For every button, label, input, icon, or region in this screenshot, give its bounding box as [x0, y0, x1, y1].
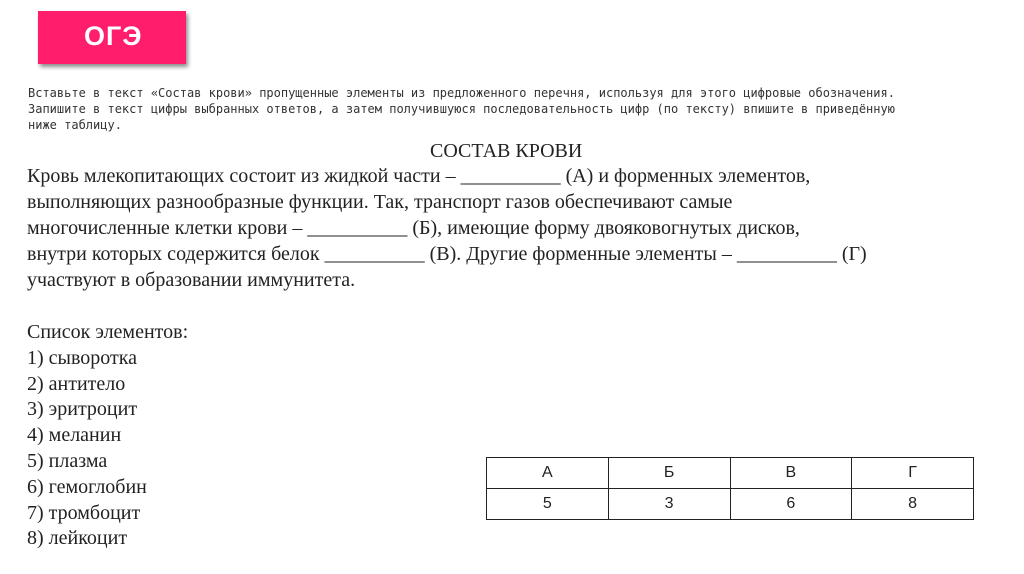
instruction-line: Вставьте в текст «Состав крови» пропущенные элементы из предложенного перечня, используя для этого цифровые обозначения.: [28, 86, 895, 100]
text-line: Кровь млекопитающих состоит из жидкой части – __________ (А) и форменных элементов,: [27, 165, 811, 187]
table-cell: 3: [608, 489, 730, 520]
list-item: 2) антитело: [27, 372, 126, 395]
answer-table: [486, 457, 974, 520]
table-cell: 8: [852, 489, 974, 520]
text-line: многочисленные клетки крови – __________ (Б), имеющие форму двояковогнутых дисков,: [27, 217, 800, 239]
table-cell: 6: [730, 489, 852, 520]
list-item: 7) тромбоцит: [27, 501, 141, 524]
list-item: 8) лейкоцит: [27, 527, 128, 550]
badge-label: ОГЭ: [84, 21, 143, 51]
list-item: 4) меланин: [27, 424, 122, 447]
table-header-cell: Б: [608, 458, 730, 489]
table-header-row: [487, 458, 974, 489]
text-line: внутри которых содержится белок __________ (В). Другие форменные элементы – __________ (Г): [27, 243, 867, 265]
table-header-cell: В: [730, 458, 852, 489]
elements-list-heading: Список элементов:: [27, 321, 189, 343]
document-text: [27, 163, 1017, 293]
list-item: 1) сыворотка: [27, 346, 138, 369]
table-cell: 5: [487, 489, 609, 520]
list-item: 3) эритроцит: [27, 398, 138, 421]
task-instructions: [28, 85, 988, 133]
table-header-cell: Г: [852, 458, 974, 489]
list-item: 6) гемоглобин: [27, 475, 147, 498]
instruction-line: Запишите в текст цифры выбранных ответов, а затем получившуюся последовательность цифр (по тексту) впишите в приведённую: [28, 102, 895, 116]
instruction-line: ниже таблицу.: [28, 118, 122, 132]
document-title: СОСТАВ КРОВИ: [430, 140, 583, 162]
oge-badge: [38, 11, 186, 64]
text-line: выполняющих разнообразные функции. Так, транспорт газов обеспечивают самые: [27, 191, 733, 213]
text-line: участвуют в образовании иммунитета.: [27, 269, 356, 291]
list-item: 5) плазма: [27, 449, 108, 472]
elements-list: [27, 320, 188, 552]
table-header-cell: А: [487, 458, 609, 489]
table-row: [487, 489, 974, 520]
